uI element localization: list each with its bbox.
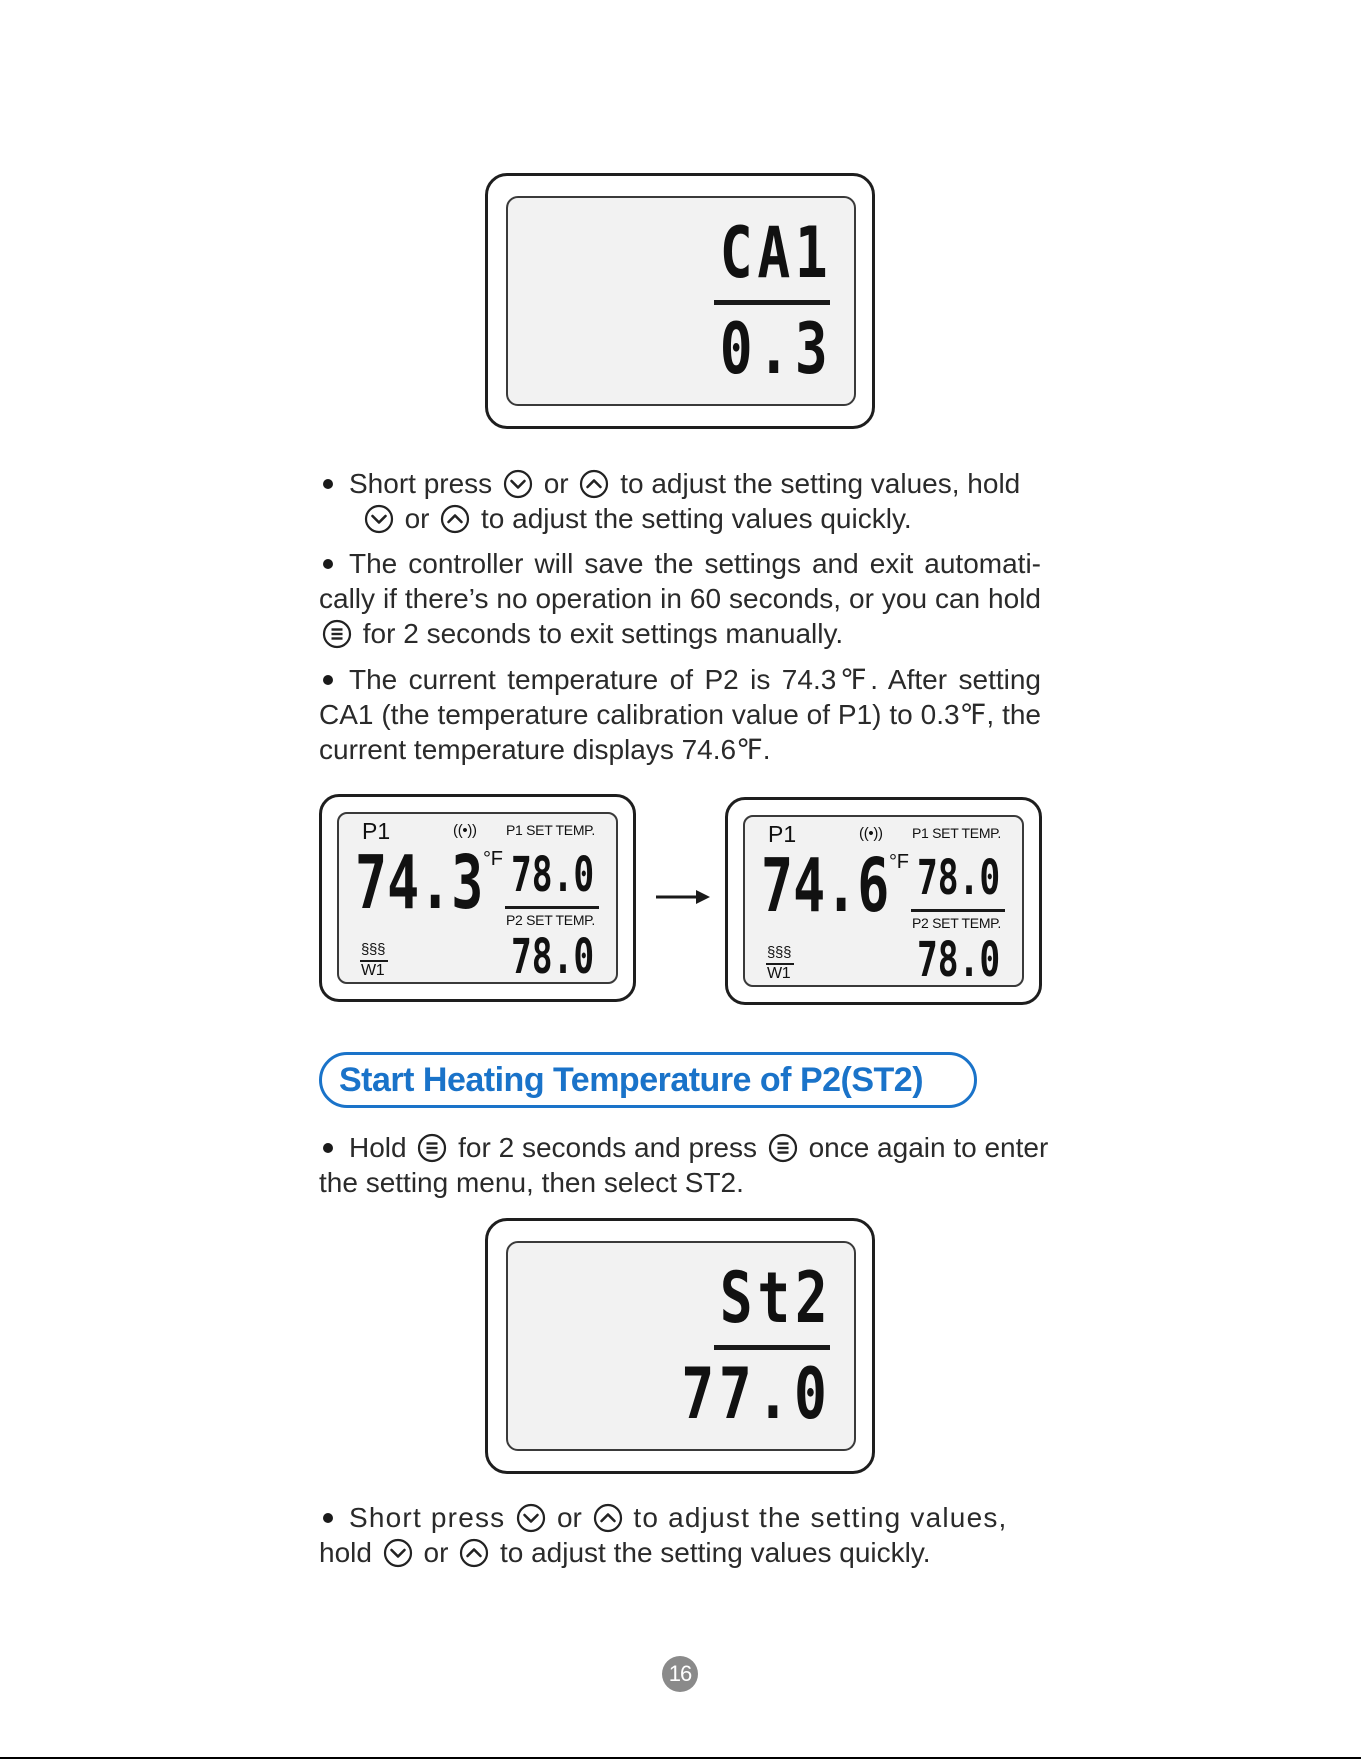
paragraph-auto-exit [319,546,1041,651]
text: to adjust the setting values, hold [620,468,1021,499]
bullet [323,1513,333,1523]
text: or [423,1537,449,1568]
up-button-icon [459,1538,489,1568]
lcd-dual-after [725,797,1042,1005]
lcd-divider [714,300,830,305]
bullet [323,1143,333,1153]
text: The controller will save the settings and exit automati-cally if there’s no operation in 60 seconds, or you can hold [319,548,1041,614]
lcd-dual-before [319,794,636,1002]
p1-set-label: P1 SET TEMP. [912,825,1001,841]
p2-set-label: P2 SET TEMP. [506,912,595,928]
down-button-icon [364,504,394,534]
bullet [323,675,333,685]
unit-label: °F [889,851,909,873]
text: The current temperature of P2 is 74.3℉. After setting CA1 (the temperature calibration value of P1) to 0.3℉, the current temperature displays 74.6℉. [319,664,1041,765]
signal-icon: ((•)) [453,822,477,839]
text: or [556,1502,582,1533]
down-button-icon [503,469,533,499]
p2-set-value: 78.0 [917,932,1001,988]
probe-label: P1 [768,821,797,847]
lcd-dual-inner [743,815,1024,987]
text: for 2 seconds to exit settings manually. [362,618,844,649]
lcd-code: CA1 [719,212,832,294]
mini-divider [505,906,599,909]
paragraph-calibration-example [319,662,1041,767]
mini-divider [911,909,1005,912]
channel-label: W1 [767,965,791,982]
page-bottom-rule [0,1757,1361,1759]
lcd-screen-inner [506,1241,856,1451]
down-button-icon [383,1538,413,1568]
text: Hold [349,1132,407,1163]
lcd-value: 77.0 [681,1353,832,1435]
p2-set-value: 78.0 [511,929,595,985]
lcd-screen-st2 [485,1218,875,1474]
channel-label: W1 [361,962,385,979]
heat-wave-icon: §§§ [361,941,386,958]
unit-label: °F [483,848,503,870]
signal-icon: ((•)) [859,825,883,842]
text: to adjust the setting values quickly. [481,503,912,534]
menu-button-icon [417,1133,447,1163]
section-heading-st2: Start Heating Temperature of P2(ST2) [319,1052,977,1108]
lcd-divider [714,1345,830,1350]
text: to adjust the setting values quickly. [499,1537,931,1568]
text: hold [319,1537,372,1568]
text: or [543,468,569,499]
p1-set-label: P1 SET TEMP. [506,822,595,838]
heat-wave-icon: §§§ [767,944,792,961]
paragraph-adjust-2 [319,1500,1041,1570]
paragraph-enter-st2 [319,1130,1059,1200]
lcd-code: St2 [719,1257,832,1339]
lcd-screen-ca1 [485,173,875,429]
up-button-icon [593,1503,623,1533]
arrow-right-icon [654,887,712,907]
text: for 2 seconds and press [458,1132,757,1163]
p1-set-value: 78.0 [511,847,595,903]
current-temp: 74.6 [761,843,890,929]
up-button-icon [440,504,470,534]
menu-button-icon [322,619,352,649]
text: or [404,503,430,534]
menu-button-icon [768,1133,798,1163]
probe-label: P1 [362,818,391,844]
current-temp: 74.3 [355,840,484,926]
text: to adjust the setting values, [633,1502,1008,1533]
paragraph-adjust-1 [319,466,1041,536]
lcd-screen-inner [506,196,856,406]
p1-set-value: 78.0 [917,850,1001,906]
down-button-icon [516,1503,546,1533]
lcd-value: 0.3 [719,308,832,390]
bullet [323,479,333,489]
bullet [323,559,333,569]
page-number: 16 [662,1656,698,1692]
p2-set-label: P2 SET TEMP. [912,915,1001,931]
up-button-icon [579,469,609,499]
lcd-dual-inner [337,812,618,984]
text: Short press [349,468,493,499]
text: once again to enter the setting menu, then select ST2. [319,1132,1049,1198]
text: Short press [349,1502,506,1533]
